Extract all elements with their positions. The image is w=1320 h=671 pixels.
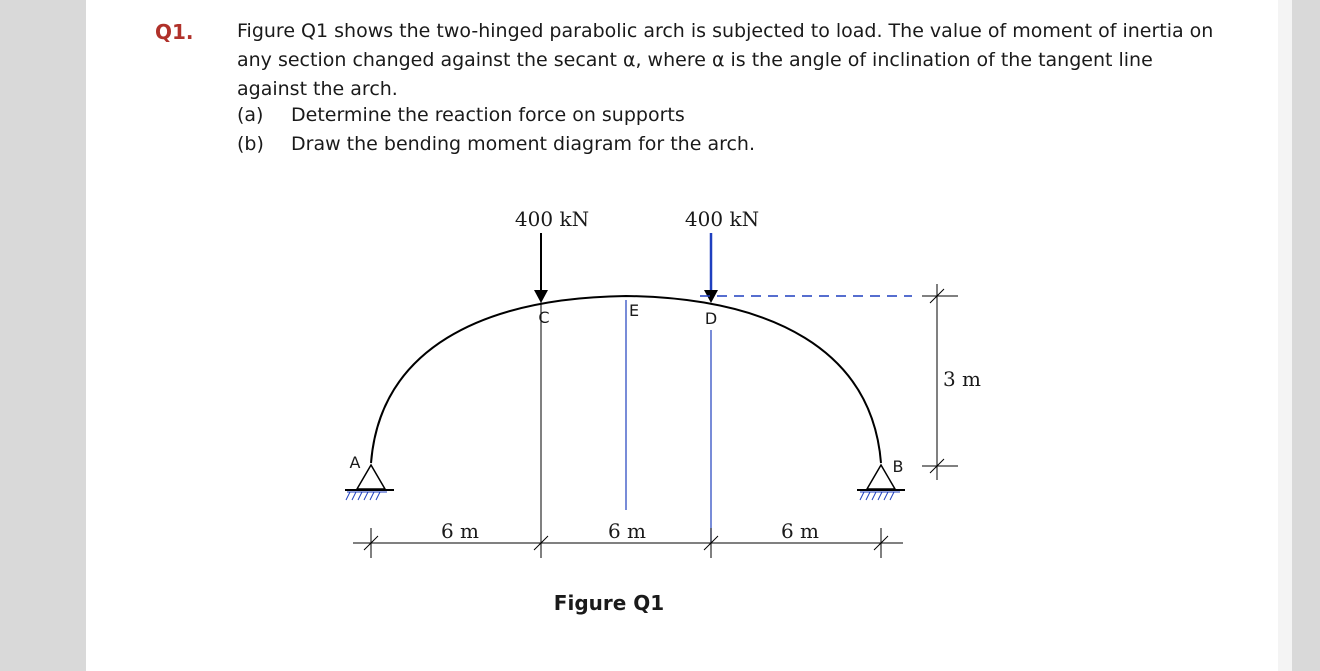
span-label-3: 6 m xyxy=(780,519,820,543)
point-label-b: B xyxy=(892,457,904,476)
span-label-2: 6 m xyxy=(607,519,647,543)
load-label-d: 400 kN xyxy=(684,207,760,231)
span-label-1: 6 m xyxy=(440,519,480,543)
part-b-text: Draw the bending moment diagram for the arch. xyxy=(291,133,756,155)
load-arrow-c xyxy=(534,233,548,303)
question-body: Figure Q1 shows the two-hinged parabolic arch is subjected to load. The value of moment of inertia on any section changed against the secant α, where α is the angle of inclination of the tangent line against the arch. xyxy=(237,20,1214,100)
load-arrow-d xyxy=(704,233,718,303)
question-number: Q1. xyxy=(155,20,194,44)
part-a-text: Determine the reaction force on supports xyxy=(291,104,685,126)
rise-label: 3 m xyxy=(942,367,982,391)
load-label-c: 400 kN xyxy=(514,207,590,231)
part-b-label: (b) xyxy=(237,133,264,155)
point-label-d: D xyxy=(704,309,718,328)
scrollbar-track[interactable] xyxy=(1278,0,1292,671)
figure-caption: Figure Q1 xyxy=(553,591,665,615)
point-label-c: C xyxy=(538,308,550,327)
point-label-e: E xyxy=(628,301,640,320)
part-a-label: (a) xyxy=(237,104,264,126)
point-label-a: A xyxy=(349,453,361,472)
